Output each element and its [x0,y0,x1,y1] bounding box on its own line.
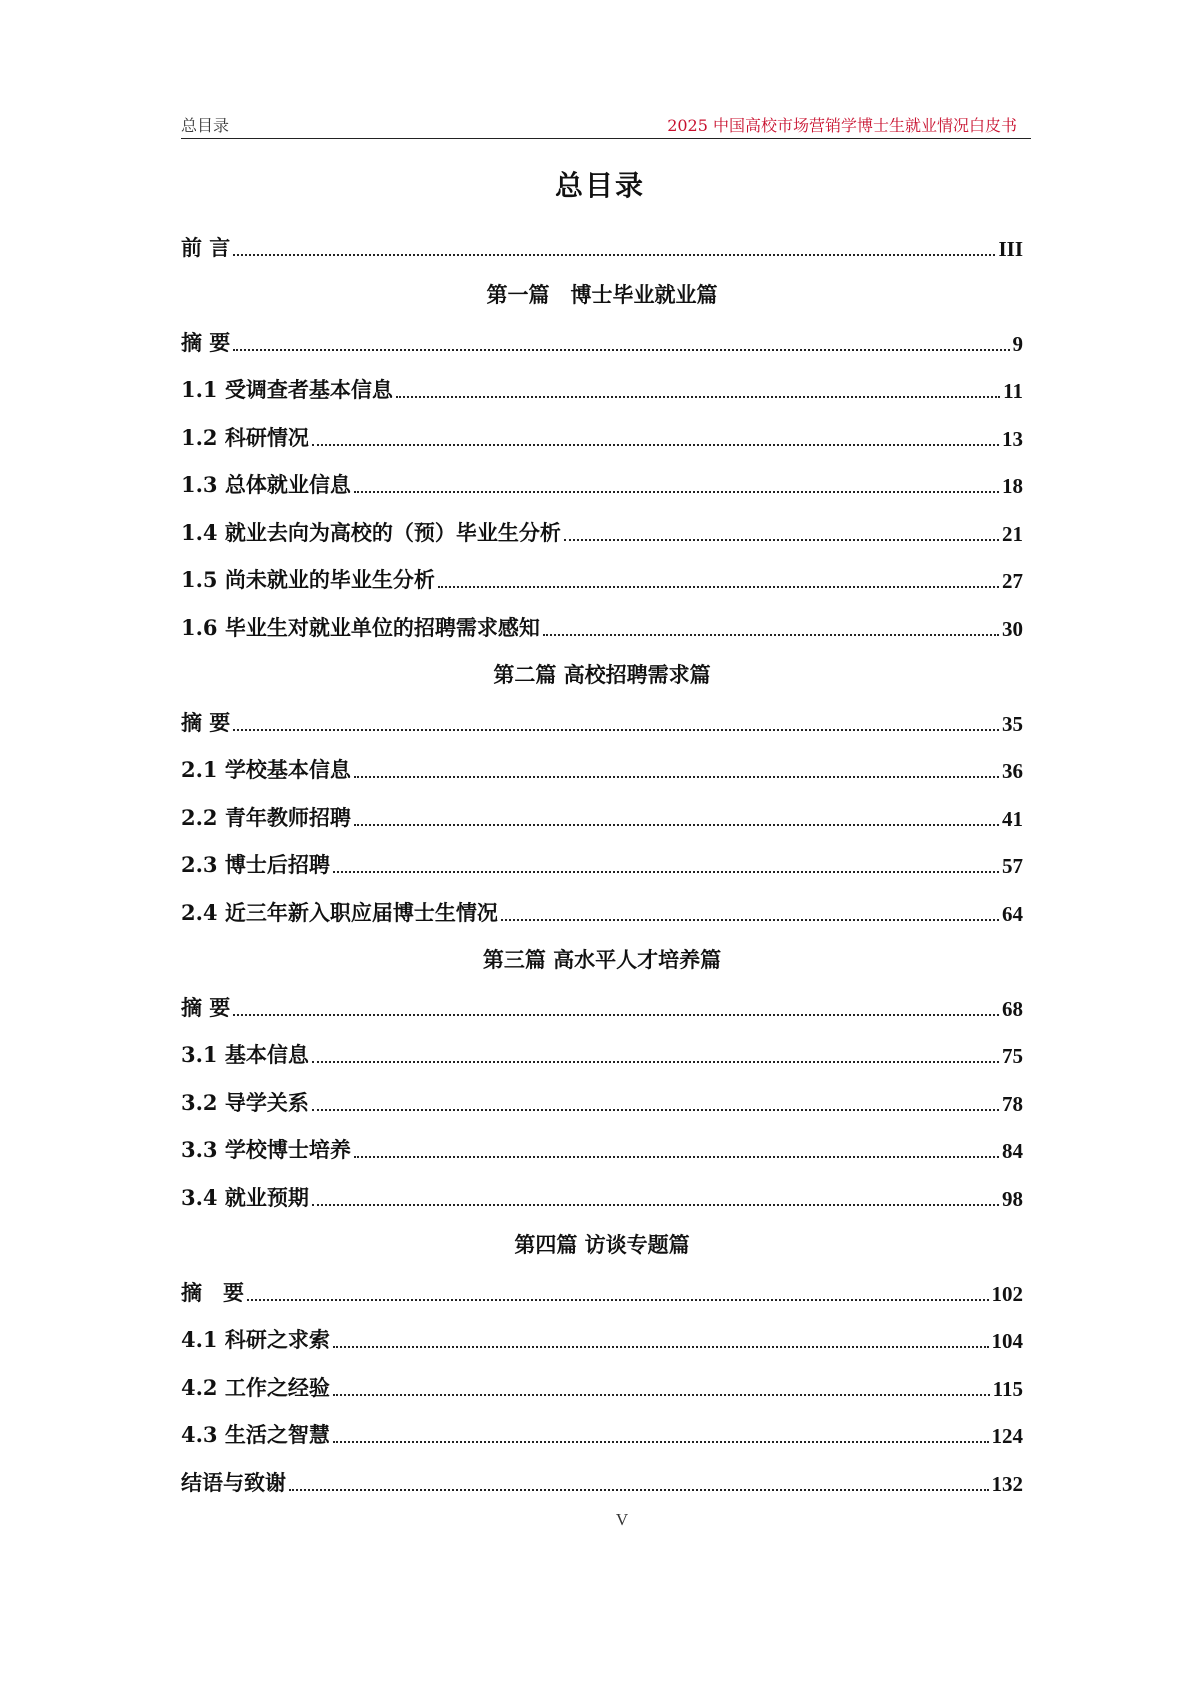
toc-entry-page: 27 [1002,569,1023,593]
toc-part-label: 第三篇 高水平人才培养篇 [482,947,722,972]
toc-entry-label: 1.3 总体就业信息 [181,472,351,497]
toc-entry-page: 98 [1002,1186,1023,1211]
toc-entry-label: 摘 要 [181,994,231,1020]
toc-entry-page: III [998,236,1023,261]
table-of-contents [181,220,1023,1503]
toc-leader-dots [354,1156,999,1158]
toc-leader-dots [333,1441,989,1443]
toc-leader-dots [333,871,999,873]
toc-entry-page: 64 [1002,901,1023,926]
page-title: 总目录 [554,169,645,202]
toc-leader-dots [312,1204,999,1206]
page-number: V [615,1510,629,1529]
toc-entry-label: 2.2 青年教师招聘 [181,804,351,830]
toc-entry-label: 2.1 学校基本信息 [181,757,351,782]
toc-leader-dots [501,919,999,921]
toc-entry-page: 9 [1012,331,1023,356]
toc-entry-page: 102 [991,1281,1023,1306]
toc-leader-dots [333,1394,990,1396]
toc-entry-page: 13 [1002,426,1023,451]
toc-entry-label: 1.1 受调查者基本信息 [181,377,393,402]
toc-entry-label: 2.4 近三年新入职应届博士生情况 [181,899,498,925]
toc-entry-page: 18 [1002,474,1023,498]
toc-entry-label: 3.2 导学关系 [181,1089,309,1115]
toc-entry-page: 21 [1002,521,1023,546]
toc-part-label: 第四篇 访谈专题篇 [514,1232,690,1257]
toc-entry-page: 30 [1002,616,1023,641]
toc-entry[interactable] [181,315,1023,363]
toc-entry[interactable] [181,1123,1023,1171]
toc-entry[interactable] [181,1360,1023,1408]
toc-entry-page: 57 [1002,854,1023,878]
toc-entry[interactable] [181,1455,1023,1503]
toc-leader-dots [312,1109,999,1111]
toc-leader-dots [233,1014,999,1016]
toc-entry[interactable] [181,1028,1023,1076]
toc-entry-label: 3.4 就业预期 [181,1184,309,1210]
toc-leader-dots [543,634,999,636]
toc-part-label: 第一篇 博士毕业就业篇 [486,282,718,307]
toc-entry-label: 4.1 科研之求索 [181,1327,330,1352]
toc-entry-page: 11 [1003,379,1023,403]
toc-entry-label: 3.3 学校博士培养 [181,1137,351,1162]
toc-entry-label: 1.2 科研情况 [181,424,309,450]
toc-entry[interactable] [181,743,1023,791]
toc-entry-label: 1.4 就业去向为高校的（预）毕业生分析 [181,519,561,545]
toc-entry[interactable] [181,1075,1023,1123]
toc-entry-page: 132 [991,1471,1023,1496]
header-document-title: 2025 中国高校市场营销学博士生就业情况白皮书 [667,116,1017,135]
toc-part-heading [181,268,1023,316]
toc-entry[interactable] [181,505,1023,553]
toc-leader-dots [333,1346,989,1348]
toc-entry-page: 104 [991,1329,1023,1353]
toc-entry[interactable] [181,600,1023,648]
toc-leader-dots [312,444,999,446]
toc-entry[interactable] [181,458,1023,506]
toc-entry[interactable] [181,1170,1023,1218]
toc-leader-dots [354,491,999,493]
toc-entry[interactable] [181,553,1023,601]
page-header [181,110,1031,139]
toc-leader-dots [396,396,1000,398]
toc-entry-page: 84 [1002,1139,1023,1163]
toc-entry[interactable] [181,980,1023,1028]
toc-entry[interactable] [181,363,1023,411]
toc-entry-label: 4.3 生活之智慧 [181,1422,330,1447]
toc-leader-dots [247,1299,989,1301]
toc-entry-page: 41 [1002,806,1023,831]
toc-leader-dots [354,776,999,778]
toc-entry-page: 124 [991,1424,1023,1448]
toc-entry-page: 78 [1002,1091,1023,1116]
toc-entry-page: 35 [1002,711,1023,736]
toc-entry[interactable] [181,220,1023,268]
toc-entry[interactable] [181,790,1023,838]
toc-entry-label: 1.6 毕业生对就业单位的招聘需求感知 [181,614,540,640]
toc-entry-label: 2.3 博士后招聘 [181,852,330,877]
toc-entry-page: 36 [1002,759,1023,783]
toc-leader-dots [564,539,999,541]
toc-part-label: 第二篇 高校招聘需求篇 [493,662,711,687]
toc-leader-dots [354,824,999,826]
toc-entry[interactable] [181,410,1023,458]
toc-entry[interactable] [181,838,1023,886]
toc-entry-label: 4.2 工作之经验 [181,1374,330,1400]
toc-entry[interactable] [181,885,1023,933]
toc-entry-label: 摘 要 [181,329,231,355]
toc-leader-dots [233,349,1009,351]
toc-entry-label: 3.1 基本信息 [181,1042,309,1067]
toc-part-heading [181,648,1023,696]
toc-entry[interactable] [181,1408,1023,1456]
toc-entry-page: 75 [1002,1044,1023,1068]
toc-entry-label: 1.5 尚未就业的毕业生分析 [181,567,435,592]
toc-entry-label: 前 言 [181,234,231,260]
toc-entry-label: 摘 要 [181,1279,244,1305]
toc-leader-dots [438,586,999,588]
toc-entry[interactable] [181,695,1023,743]
toc-leader-dots [233,729,999,731]
toc-entry[interactable] [181,1313,1023,1361]
toc-entry-page: 115 [992,1376,1023,1401]
toc-entry[interactable] [181,1265,1023,1313]
toc-leader-dots [233,254,995,256]
header-section-label: 总目录 [181,116,230,135]
toc-leader-dots [312,1061,999,1063]
toc-entry-label: 摘 要 [181,709,231,735]
toc-entry-page: 68 [1002,996,1023,1021]
toc-part-heading [181,933,1023,981]
toc-part-heading [181,1218,1023,1266]
toc-leader-dots [289,1489,989,1491]
toc-entry-label: 结语与致谢 [181,1469,286,1495]
